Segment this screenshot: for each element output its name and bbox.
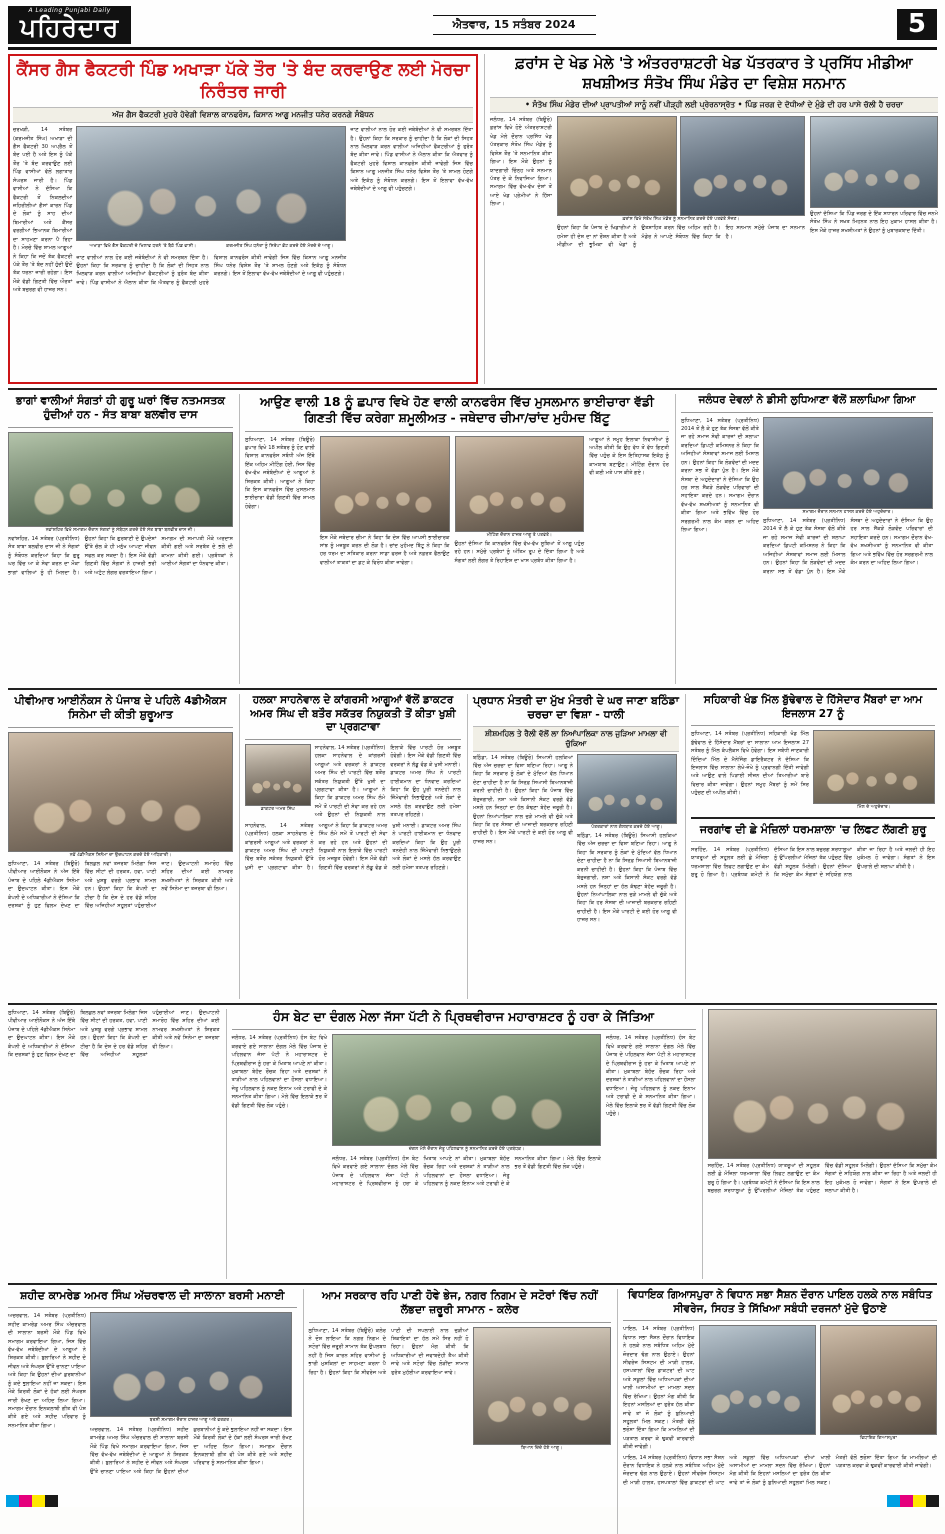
jalandhar-text-col1: ਲੁਧਿਆਣਾ, 14 ਸਤੰਬਰ (ਪ੍ਰਤੀਨਿਧ) 2014 ਤੋਂ ਲੈ ਕੇ ਹੁਣ ਤੱਕ ਸੰਸਥਾ ਵੱਲੋਂ ਕੀਤੇ ਜਾ ਰਹੇ ਸਮਾਜ ਸੇਵੀ ਕਾਰਜਾਂ ਦੀ ਸ਼ਲਾਘਾ ਕਰਦਿਆਂ ਡਿਪਟੀ ਕਮਿਸ਼ਨਰ ਨੇ ਕਿਹਾ ਕਿ ਅਜਿਹੀਆਂ ਸੰਸਥਾਵਾਂ ਸਮਾਜ ਲਈ ਮਿਸਾਲ ਹਨ। ਉਹਨਾਂ ਕਿਹਾ ਕਿ ਲੋੜਵੰਦਾਂ ਦੀ ਮਦਦ ਕਰਨਾ ਸਭ ਤੋਂ ਵੱਡਾ ਪੁੰਨ ਹੈ। ਇਸ ਮੌਕੇ ਸੰਸਥਾ ਦੇ ਅਹੁਦੇਦਾਰਾਂ ਨੇ ਦੱਸਿਆ ਕਿ ਉਹ ਹਰ ਸਾਲ ਸੈਂਕੜੇ ਲੋੜਵੰਦ ਪਰਿਵਾਰਾਂ ਦੀ ਸਹਾਇਤਾ ਕਰਦੇ ਹਨ। ਸਮਾਗਮ ਦੌਰਾਨ ਵੱਖ-ਵੱਖ ਸ਼ਖਸ਼ੀਅਤਾਂ ਨੂੰ ਸਨਮਾਨਿਤ ਵੀ ਕੀਤਾ ਗਿਆ ਅਤੇ ਭਵਿੱਖ ਵਿੱਚ ਹੋਰ ਸਰਗਰਮੀ ਨਾਲ ਕੰਮ ਕਰਨ ਦਾ ਅਹਿਦ ਲਿਆ ਗਿਆ। [681,417,759,534]
mill-caption: ਮਿੱਲ ਦੇ ਅਹੁਦੇਦਾਰ। [857,805,891,811]
right-column-text: ਸਰਹਿੰਦ, 14 ਸਤੰਬਰ (ਪ੍ਰਤੀਨਿਧ) ਯਾਤਰੂਆਂ ਦੀ ਸਹੂਲਤ ਲਈ ਛੇ ਮੰਜ਼ਿਲਾ ਧਰਮਸ਼ਾਲਾ ਵਿੱਚ ਲਿਫਟ ਲਗਾਉਣ ਦਾ ਕੰਮ ਸ਼ੁਰੂ ਹੋ ਗਿਆ ਹੈ। ਪ੍ਰਬੰਧਕ ਕਮੇਟੀ ਨੇ ਦੱਸਿਆ ਕਿ ਇਸ ਨਾਲ ਬਜ਼ੁਰਗ ਸ਼ਰਧਾਲੂਆਂ ਨੂੰ ਉੱਪਰਲੀਆਂ ਮੰਜ਼ਿਲਾਂ ਤੱਕ ਪਹੁੰਚਣ ਵਿੱਚ ਵੱਡੀ ਸਹੂਲਤ ਮਿਲੇਗੀ। ਉਹਨਾਂ ਦੱਸਿਆ ਕਿ ਸਮੁੱਚਾ ਕੰਮ ਸੰਗਤਾਂ ਦੇ ਸਹਿਯੋਗ ਨਾਲ ਕੀਤਾ ਜਾ ਰਿਹਾ ਹੈ ਅਤੇ ਜਲਦੀ ਹੀ ਇਹ ਮੁਕੰਮਲ ਹੋ ਜਾਵੇਗਾ। ਸੰਗਤਾਂ ਨੇ ਇਸ ਉਪਰਾਲੇ ਦੀ ਸ਼ਲਾਘਾ ਕੀਤੀ ਹੈ। [707,1163,937,1195]
conference-text-col4: ਆਗੂਆਂ ਨੇ ਸਮੂਹ ਇਲਾਕਾ ਨਿਵਾਸੀਆਂ ਨੂੰ ਅਪੀਲ ਕੀਤੀ ਕਿ ਉਹ ਵੱਧ ਤੋਂ ਵੱਧ ਗਿਣਤੀ ਵਿੱਚ ਪਹੁੰਚ ਕੇ ਇਸ ਇਤਿਹਾਸਕ ਇਕੱਠ ਨੂੰ ਕਾਮਯਾਬ ਬਣਾਉਣ। ਮੀਟਿੰਗ ਦੌਰਾਨ ਹੋਰ ਵੀ ਕਈ ਮਤੇ ਪਾਸ ਕੀਤੇ ਗਏ। [589,436,670,477]
france-award-story [484,54,938,384]
lead-text-col3: ਜਾਣ ਵਾਲੀਆਂ ਨਾਲ ਹੋਰ ਕਈ ਜਥੇਬੰਦੀਆਂ ਨੇ ਵੀ ਸਮਰਥਨ ਦਿੱਤਾ ਹੈ। ਉਹਨਾਂ ਕਿਹਾ ਕਿ ਸਰਕਾਰ ਨੂੰ ਚਾਹੀਦਾ ਹੈ ਕਿ ਲੋਕਾਂ ਦੀ ਸਿਹਤ ਨਾਲ ਖਿਲਵਾੜ ਕਰਨ ਵਾਲੀਆਂ ਅਜਿਹੀਆਂ ਫੈਕਟਰੀਆਂ ਨੂੰ ਤੁਰੰਤ ਬੰਦ ਕੀਤਾ ਜਾਵੇ। ਪਿੰਡ ਵਾਸੀਆਂ ਨੇ ਐਲਾਨ ਕੀਤਾ ਕਿ ਐਤਵਾਰ ਨੂੰ ਫੈਕਟਰੀ ਮੁਹਰੇ ਵਿਸ਼ਾਲ ਕਾਨਫਰੰਸ ਕੀਤੀ ਜਾਵੇਗੀ ਜਿਸ ਵਿੱਚ ਕਿਸਾਨ ਆਗੂ ਮਨਜੀਤ ਸਿੰਘ ਧਨੇਰ ਵਿਸ਼ੇਸ਼ ਤੌਰ 'ਤੇ ਸ਼ਾਮਲ ਹੋਣਗੇ ਅਤੇ ਇਕੱਠ ਨੂੰ ਸੰਬੋਧਨ ਕਰਨਗੇ। ਇਸ ਤੋਂ ਇਲਾਵਾ ਵੱਖ-ਵੱਖ ਜਥੇਬੰਦੀਆਂ ਦੇ ਆਗੂ ਵੀ ਪਹੁੰਚਣਗੇ। [350,127,473,193]
middle-band [8,394,937,684]
top-band [8,54,937,384]
right-photo-column [702,1009,937,1279]
logo-tagline: A Leading Punjabi Daily [28,6,111,14]
jalandhar-caption: ਸਮਾਗਮ ਦੌਰਾਨ ਸਨਮਾਨ ਹਾਸਲ ਕਰਦੇ ਹੋਏ ਅਹੁਦੇਦਾਰ। [802,509,894,515]
story-mill [691,694,935,813]
halqa-caption: ਡਾਕਟਰ ਅਮਰ ਸਿੰਘ [260,806,295,812]
dangal-caption: ਦੰਗਲ ਮੇਲੇ ਦੌਰਾਨ ਜੇਤੂ ਪਹਿਲਵਾਨ ਨੂੰ ਸਨਮਾਨਿਤ ਕਰਦੇ ਹੋਏ ਪ੍ਰਬੰਧਕ। [408,1147,525,1153]
lead-text-under-photo: ਜਾਣ ਵਾਲੀਆਂ ਨਾਲ ਹੋਰ ਕਈ ਜਥੇਬੰਦੀਆਂ ਨੇ ਵੀ ਸਮਰਥਨ ਦਿੱਤਾ ਹੈ। ਉਹਨਾਂ ਕਿਹਾ ਕਿ ਸਰਕਾਰ ਨੂੰ ਚਾਹੀਦਾ ਹੈ ਕਿ ਲੋਕਾਂ ਦੀ ਸਿਹਤ ਨਾਲ ਖਿਲਵਾੜ ਕਰਨ ਵਾਲੀਆਂ ਅਜਿਹੀਆਂ ਫੈਕਟਰੀਆਂ ਨੂੰ ਤੁਰੰਤ ਬੰਦ ਕੀਤਾ ਜਾਵੇ। ਪਿੰਡ ਵਾਸੀਆਂ ਨੇ ਐਲਾਨ ਕੀਤਾ ਕਿ ਐਤਵਾਰ ਨੂੰ ਫੈਕਟਰੀ ਮੁਹਰੇ ਵਿਸ਼ਾਲ ਕਾਨਫਰੰਸ ਕੀਤੀ ਜਾਵੇਗੀ ਜਿਸ ਵਿੱਚ ਕਿਸਾਨ ਆਗੂ ਮਨਜੀਤ ਸਿੰਘ ਧਨੇਰ ਵਿਸ਼ੇਸ਼ ਤੌਰ 'ਤੇ ਸ਼ਾਮਲ ਹੋਣਗੇ ਅਤੇ ਇਕੱਠ ਨੂੰ ਸੰਬੋਧਨ ਕਰਨਗੇ। ਇਸ ਤੋਂ ਇਲਾਵਾ ਵੱਖ-ਵੱਖ ਜਥੇਬੰਦੀਆਂ ਦੇ ਆਗੂ ਵੀ ਪਹੁੰਚਣਗੇ। [76,254,347,286]
pvr-caption: ਨਵੇਂ 4ਡੀਐਕਸ ਸਿਨੇਮਾ ਦਾ ਉਦਘਾਟਨ ਕਰਦੇ ਹੋਏ ਅਧਿਕਾਰੀ। [69,852,172,858]
vidhaik-photo-2 [820,1325,937,1435]
logo-title: ਪਹਿਰੇਦਾਰ [20,12,120,42]
france-text-under-photo: ਉਹਨਾਂ ਕਿਹਾ ਕਿ ਪੰਜਾਬ ਦੇ ਖਿਡਾਰੀਆਂ ਨੇ ਹਮੇਸ਼ਾ ਹੀ ਦੇਸ਼ ਦਾ ਨਾਂ ਰੌਸ਼ਨ ਕੀਤਾ ਹੈ ਅਤੇ ਮੀਡੀਆ ਦੀ ਭੂਮਿਕਾ ਵੀ ਖੇਡਾਂ ਨੂੰ ਉਤਸ਼ਾਹਿਤ ਕਰਨ ਵਿੱਚ ਅਹਿਮ ਰਹੀ ਹੈ। ਮੰਡੇਰ ਨੇ ਆਪਣੇ ਸੰਬੋਧਨ ਵਿੱਚ ਕਿਹਾ ਕਿ ਇਹ ਸਨਮਾਨ ਸਮੁੱਚੇ ਪੰਜਾਬ ਦਾ ਸਨਮਾਨ ਹੈ। [557,225,805,249]
page-number: 5 [897,9,937,40]
jalandhar-photo [763,417,933,509]
shaheed-text-col2: ਅਚਰਵਾਲ, 14 ਸਤੰਬਰ (ਪ੍ਰਤੀਨਿਧ) ਸ਼ਹੀਦ ਕਾਮਰੇਡ ਅਮਰ ਸਿੰਘ ਅੱਚਰਵਾਲ ਦੀ ਸਾਲਾਨਾ ਬਰਸੀ ਮੌਕੇ ਪਿੰਡ ਵਿਖੇ ਸਮਾਗਮ ਕਰਵਾਇਆ ਗਿਆ, ਜਿਸ ਵਿੱਚ ਵੱਖ-ਵੱਖ ਜਥੇਬੰਦੀਆਂ ਦੇ ਆਗੂਆਂ ਨੇ ਸ਼ਿਰਕਤ ਕੀਤੀ। ਬੁਲਾਰਿਆਂ ਨੇ ਸ਼ਹੀਦ ਦੇ ਜੀਵਨ ਅਤੇ ਸੰਘਰਸ਼ ਉੱਤੇ ਚਾਨਣਾ ਪਾਇਆ ਅਤੇ ਕਿਹਾ ਕਿ ਉਹਨਾਂ ਦੀਆਂ ਕੁਰਬਾਨੀਆਂ ਨੂੰ ਕਦੇ ਭੁਲਾਇਆ ਨਹੀਂ ਜਾ ਸਕਦਾ। ਇਸ ਮੌਕੇ ਕਿਰਤੀ ਲੋਕਾਂ ਦੇ ਹੱਕਾਂ ਲਈ ਸੰਘਰਸ਼ ਜਾਰੀ ਰੱਖਣ ਦਾ ਅਹਿਦ ਲਿਆ ਗਿਆ। ਸਮਾਗਮ ਦੌਰਾਨ ਇਨਕਲਾਬੀ ਗੀਤ ਵੀ ਪੇਸ਼ ਕੀਤੇ ਗਏ ਅਤੇ ਸ਼ਹੀਦ ਪਰਿਵਾਰ ਨੂੰ ਸਨਮਾਨਿਤ ਕੀਤਾ ਗਿਆ। [90,1426,292,1475]
france-text-col3: ਉਹਨਾਂ ਦੱਸਿਆ ਕਿ ਪਿੰਡ ਜਰਗ ਦੇ ਇੱਕ ਸਧਾਰਨ ਪਰਿਵਾਰ ਵਿੱਚ ਜਨਮੇ ਸੰਤੋਖ ਸਿੰਘ ਨੇ ਸਖ਼ਤ ਮਿਹਨਤ ਨਾਲ ਇਹ ਮੁਕਾਮ ਹਾਸਲ ਕੀਤਾ ਹੈ। ਇਸ ਮੌਕੇ ਹਾਜ਼ਰ ਸ਼ਖਸ਼ੀਅਤਾਂ ਨੇ ਉਹਨਾਂ ਨੂੰ ਮੁਬਾਰਕਬਾਦ ਦਿੱਤੀ। [810,211,938,234]
conference-text-col3: ਉਹਨਾਂ ਦੱਸਿਆ ਕਿ ਕਾਨਫਰੰਸ ਵਿੱਚ ਵੱਖ-ਵੱਖ ਸੂਬਿਆਂ ਤੋਂ ਆਗੂ ਪਹੁੰਚ ਰਹੇ ਹਨ। ਸਮੁੱਚੇ ਪ੍ਰਬੰਧਾਂ ਨੂੰ ਅੰਤਿਮ ਰੂਪ ਦੇ ਦਿੱਤਾ ਗਿਆ ਹੈ ਅਤੇ ਸੰਗਤਾਂ ਲਈ ਲੰਗਰ ਤੇ ਰਿਹਾਇਸ਼ ਦਾ ਖਾਸ ਪ੍ਰਬੰਧ ਕੀਤਾ ਗਿਆ ਹੈ। [454,540,585,564]
shaheed-caption: ਬਰਸੀ ਸਮਾਗਮ ਦੌਰਾਨ ਹਾਜ਼ਰ ਆਗੂ ਅਤੇ ਵਰਕਰ। [149,1418,233,1424]
color-swatches-left [6,1495,58,1507]
conference-photo-2 [455,436,585,532]
color-swatches-right [887,1495,939,1507]
conference-text-col1: ਲੁਧਿਆਣਾ, 14 ਸਤੰਬਰ (ਬਿਊਰੋ) ਛਪਾਰ ਵਿਖੇ 18 ਸਤੰਬਰ ਨੂੰ ਹੋਣ ਵਾਲੀ ਵਿਸ਼ਾਲ ਕਾਨਫਰੰਸ ਸਬੰਧੀ ਅੱਜ ਇੱਥੇ ਇੱਕ ਅਹਿਮ ਮੀਟਿੰਗ ਹੋਈ, ਜਿਸ ਵਿੱਚ ਵੱਖ-ਵੱਖ ਜਥੇਬੰਦੀਆਂ ਦੇ ਆਗੂਆਂ ਨੇ ਸ਼ਿਰਕਤ ਕੀਤੀ। ਆਗੂਆਂ ਨੇ ਕਿਹਾ ਕਿ ਇਸ ਕਾਨਫਰੰਸ ਵਿੱਚ ਮੁਸਲਮਾਨ ਭਾਈਚਾਰਾ ਵੱਡੀ ਗਿਣਤੀ ਵਿੱਚ ਸ਼ਾਮਲ ਹੋਵੇਗਾ। [245,436,315,510]
dangal-photo [332,1034,601,1146]
pm-text-col2: ਬਠਿੰਡਾ, 14 ਸਤੰਬਰ (ਬਿਊਰੋ) ਸਿਆਸੀ ਹਲਕਿਆਂ ਵਿੱਚ ਅੱਜ ਚਰਚਾ ਦਾ ਵਿਸ਼ਾ ਬਣਿਆ ਰਿਹਾ। ਆਗੂ ਨੇ ਕਿਹਾ ਕਿ ਸਰਕਾਰ ਨੂੰ ਲੋਕਾਂ ਦੇ ਮੁੱਦਿਆਂ ਵੱਲ ਧਿਆਨ ਦੇਣਾ ਚਾਹੀਦਾ ਹੈ ਨਾ ਕਿ ਸਿਰਫ਼ ਸਿਆਸੀ ਬਿਆਨਬਾਜ਼ੀ ਕਰਨੀ ਚਾਹੀਦੀ ਹੈ। ਉਹਨਾਂ ਕਿਹਾ ਕਿ ਪੰਜਾਬ ਵਿੱਚ ਬੇਰੁਜ਼ਗਾਰੀ, ਨਸ਼ਾ ਅਤੇ ਕਿਸਾਨੀ ਸੰਕਟ ਵਰਗੇ ਵੱਡੇ ਮਸਲੇ ਹਨ ਜਿਨ੍ਹਾਂ ਦਾ ਹੱਲ ਕੱਢਣਾ ਬੇਹੱਦ ਜ਼ਰੂਰੀ ਹੈ। ਉਹਨਾਂ ਨਿਆਂਪਾਲਿਕਾ ਨਾਲ ਜੁੜੇ ਮਾਮਲੇ ਵੀ ਚੁੱਕੇ ਅਤੇ ਕਿਹਾ ਕਿ ਹਰ ਸੰਸਥਾ ਦੀ ਆਜ਼ਾਦੀ ਬਰਕਰਾਰ ਰਹਿਣੀ ਚਾਹੀਦੀ ਹੈ। ਇਸ ਮੌਕੇ ਪਾਰਟੀ ਦੇ ਕਈ ਹੋਰ ਆਗੂ ਵੀ ਹਾਜ਼ਰ ਸਨ। [577,833,677,924]
halqa-photo [245,744,311,806]
story-dharamshala [691,823,935,880]
bhagan-headline: ਭਾਗਾਂ ਵਾਲੀਆਂ ਸੰਗਤਾਂ ਹੀ ਗੁਰੂ ਘਰਾਂ ਵਿੱਚ ਨਤਮਸਤਕ ਹੁੰਦੀਆਂ ਹਨ - ਸੰਤ ਬਾਬਾ ਬਲਵੀਰ ਦਾਸ [16,394,225,422]
lead-headline: ਕੈਂਸਰ ਗੈਸ ਫੈਕਟਰੀ ਪਿੰਡ ਅਖਾੜਾ ਪੱਕੇ ਤੌਰ 'ਤੇ ਬੰਦ ਕਰਵਾਉਣ ਲਈ ਮੋਰਚਾ ਨਿਰੰਤਰ ਜਾਰੀ [16,60,470,103]
dangal-headline: ਹੰਸ ਬੇਟ ਦਾ ਦੰਗਲ ਮੇਲਾ ਜੱਸਾ ਪੱਟੀ ਨੇ ਪ੍ਰਿਥਵੀਰਾਜ ਮਹਾਰਾਸ਼ਟਰ ਨੂੰ ਹਰਾ ਕੇ ਜਿੱਤਿਆ [273,1009,654,1024]
vidhaik-caption: ਵਿਧਾਇਕ ਗਿਆਸਪੁਰਾ [859,1436,897,1442]
color-swatch-yellow [32,1495,45,1507]
color-swatch-black-2 [926,1495,939,1507]
france-photo-caption: ਫ਼ਰਾਂਸ ਵਿਖੇ ਸੰਤੋਖ ਸਿੰਘ ਮੰਡੇਰ ਨੂੰ ਸਨਮਾਨਿਤ ਕਰਦੇ ਹੋਏ ਪਤਵੰਤੇ ਸੱਜਣ। [622,217,740,222]
color-swatch-cyan [6,1495,19,1507]
france-photo-2 [680,116,805,216]
fourth-band [8,1009,937,1279]
shaheed-headline: ਸ਼ਹੀਦ ਕਾਮਰੇਡ ਅਮਰ ਸਿੰਘ ਅੱਚਰਵਾਲ ਦੀ ਸਾਲਾਨਾ ਬਰਸੀ ਮਨਾਈ [20,1289,285,1302]
right-column-stack [685,694,935,999]
story-conference [239,394,669,684]
lead-photo-caption-left: ਅਖਾੜਾ ਵਿਖੇ ਗੈਸ ਫੈਕਟਰੀ ਦੇ ਖਿਲਾਫ ਧਰਨੇ 'ਤੇ ਬੈਠੇ ਪਿੰਡ ਵਾਸੀ। [89,244,197,250]
right-column-photo [708,1009,937,1159]
dharamshala-headline: ਜਰਗਾਂਵ ਦੀ ਛੇ ਮੰਜ਼ਿਲਾਂ ਧਰਮਸ਼ਾਲਾ 'ਚ ਲਿਫਟ ਲੱਗਣੀ ਸ਼ੁਰੂ [699,822,927,836]
mill-photo [813,730,935,804]
dharamshala-text: ਸਰਹਿੰਦ, 14 ਸਤੰਬਰ (ਪ੍ਰਤੀਨਿਧ) ਯਾਤਰੂਆਂ ਦੀ ਸਹੂਲਤ ਲਈ ਛੇ ਮੰਜ਼ਿਲਾ ਧਰਮਸ਼ਾਲਾ ਵਿੱਚ ਲਿਫਟ ਲਗਾਉਣ ਦਾ ਕੰਮ ਸ਼ੁਰੂ ਹੋ ਗਿਆ ਹੈ। ਪ੍ਰਬੰਧਕ ਕਮੇਟੀ ਨੇ ਦੱਸਿਆ ਕਿ ਇਸ ਨਾਲ ਬਜ਼ੁਰਗ ਸ਼ਰਧਾਲੂਆਂ ਨੂੰ ਉੱਪਰਲੀਆਂ ਮੰਜ਼ਿਲਾਂ ਤੱਕ ਪਹੁੰਚਣ ਵਿੱਚ ਵੱਡੀ ਸਹੂਲਤ ਮਿਲੇਗੀ। ਉਹਨਾਂ ਦੱਸਿਆ ਕਿ ਸਮੁੱਚਾ ਕੰਮ ਸੰਗਤਾਂ ਦੇ ਸਹਿਯੋਗ ਨਾਲ ਕੀਤਾ ਜਾ ਰਿਹਾ ਹੈ ਅਤੇ ਜਲਦੀ ਹੀ ਇਹ ਮੁਕੰਮਲ ਹੋ ਜਾਵੇਗਾ। ਸੰਗਤਾਂ ਨੇ ਇਸ ਉਪਰਾਲੇ ਦੀ ਸ਼ਲਾਘਾ ਕੀਤੀ ਹੈ। [691,847,935,879]
halqa-text-top: ਸਾਹਨੇਵਾਲ, 14 ਸਤੰਬਰ (ਪ੍ਰਤੀਨਿਧ) ਹਲਕਾ ਸਾਹਨੇਵਾਲ ਦੇ ਕਾਂਗਰਸੀ ਆਗੂਆਂ ਅਤੇ ਵਰਕਰਾਂ ਨੇ ਡਾਕਟਰ ਅਮਰ ਸਿੰਘ ਦੀ ਪਾਰਟੀ ਵਿੱਚ ਬਤੌਰ ਸਕੱਤਰ ਨਿਯੁਕਤੀ ਉੱਤੇ ਖੁਸ਼ੀ ਦਾ ਪ੍ਰਗਟਾਵਾ ਕੀਤਾ ਹੈ। ਆਗੂਆਂ ਨੇ ਕਿਹਾ ਕਿ ਡਾਕਟਰ ਅਮਰ ਸਿੰਘ ਲੰਮੇ ਸਮੇਂ ਤੋਂ ਪਾਰਟੀ ਦੀ ਸੇਵਾ ਕਰ ਰਹੇ ਹਨ ਅਤੇ ਉਹਨਾਂ ਦੀ ਨਿਯੁਕਤੀ ਨਾਲ ਇਲਾਕੇ ਵਿੱਚ ਪਾਰਟੀ ਹੋਰ ਮਜ਼ਬੂਤ ਹੋਵੇਗੀ। ਇਸ ਮੌਕੇ ਵੱਡੀ ਗਿਣਤੀ ਵਿੱਚ ਵਰਕਰਾਂ ਨੇ ਲੱਡੂ ਵੰਡ ਕੇ ਖੁਸ਼ੀ ਮਨਾਈ। ਡਾਕਟਰ ਅਮਰ ਸਿੰਘ ਨੇ ਪਾਰਟੀ ਹਾਈਕਮਾਨ ਦਾ ਧੰਨਵਾਦ ਕਰਦਿਆਂ ਕਿਹਾ ਕਿ ਉਹ ਪੂਰੀ ਤਨਦੇਹੀ ਨਾਲ ਜ਼ਿੰਮੇਵਾਰੀ ਨਿਭਾਉਣਗੇ ਅਤੇ ਲੋਕਾਂ ਦੇ ਮਸਲੇ ਹੱਲ ਕਰਵਾਉਣ ਲਈ ਹਮੇਸ਼ਾ ਤਤਪਰ ਰਹਿਣਗੇ। [314,744,461,819]
lead-story [8,54,478,384]
nagar-caption: ਬਿਆਨ ਦਿੰਦੇ ਹੋਏ ਆਗੂ। [520,1445,563,1451]
vidhaik-text-col1: ਪਾਇਲ, 14 ਸਤੰਬਰ (ਪ੍ਰਤੀਨਿਧ) ਵਿਧਾਨ ਸਭਾ ਸੈਸ਼ਨ ਦੌਰਾਨ ਵਿਧਾਇਕ ਨੇ ਹਲਕੇ ਨਾਲ ਸਬੰਧਿਤ ਅਹਿਮ ਮੁੱਦੇ ਜ਼ੋਰਦਾਰ ਢੰਗ ਨਾਲ ਉਠਾਏ। ਉਹਨਾਂ ਸੀਵਰੇਜ ਸਿਸਟਮ ਦੀ ਮਾੜੀ ਹਾਲਤ, ਹਸਪਤਾਲਾਂ ਵਿੱਚ ਡਾਕਟਰਾਂ ਦੀ ਘਾਟ ਅਤੇ ਸਕੂਲਾਂ ਵਿੱਚ ਅਧਿਆਪਕਾਂ ਦੀਆਂ ਖਾਲੀ ਅਸਾਮੀਆਂ ਦਾ ਮਾਮਲਾ ਸਦਨ ਵਿੱਚ ਰੱਖਿਆ। ਉਹਨਾਂ ਮੰਗ ਕੀਤੀ ਕਿ ਇਹਨਾਂ ਮਸਲਿਆਂ ਦਾ ਤੁਰੰਤ ਹੱਲ ਕੀਤਾ ਜਾਵੇ ਤਾਂ ਜੋ ਲੋਕਾਂ ਨੂੰ ਬੁਨਿਆਦੀ ਸਹੂਲਤਾਂ ਮਿਲ ਸਕਣ। ਮੰਤਰੀ ਵੱਲੋਂ ਭਰੋਸਾ ਦਿੱਤਾ ਗਿਆ ਕਿ ਮਾਮਲਿਆਂ ਦੀ ਪੜਤਾਲ ਕਰਵਾ ਕੇ ਢੁਕਵੀਂ ਕਾਰਵਾਈ ਕੀਤੀ ਜਾਵੇਗੀ। [623,1326,695,1451]
shaheed-photo [90,1312,292,1417]
france-text-col1: ਜਲੰਧਰ, 14 ਸਤੰਬਰ (ਬਿਊਰੋ) ਫ਼ਰਾਂਸ ਵਿਖੇ ਹੋਏ ਅੰਤਰਰਾਸ਼ਟਰੀ ਖੇਡ ਮੇਲੇ ਦੌਰਾਨ ਪ੍ਰਸਿੱਧ ਖੇਡ ਪੱਤਰਕਾਰ ਸੰਤੋਖ ਸਿੰਘ ਮੰਡੇਰ ਨੂੰ ਵਿਸ਼ੇਸ਼ ਤੌਰ 'ਤੇ ਸਨਮਾਨਿਤ ਕੀਤਾ ਗਿਆ। ਇਸ ਮੌਕੇ ਉਹਨਾਂ ਨੂੰ ਯਾਦਗਾਰੀ ਚਿੰਨ੍ਹ ਅਤੇ ਸਨਮਾਨ ਪੱਤਰ ਦੇ ਕੇ ਨਿਵਾਜਿਆ ਗਿਆ। ਸਮਾਗਮ ਵਿੱਚ ਵੱਖ-ਵੱਖ ਦੇਸ਼ਾਂ ਤੋਂ ਆਏ ਖੇਡ ਪ੍ਰੇਮੀਆਂ ਨੇ ਹਿੱਸਾ ਲਿਆ। [490,117,552,208]
left-filler-column [8,1009,220,1279]
story-dangal [226,1009,696,1279]
story-halqa [239,694,461,999]
dangal-text-col2: ਜਲੰਧਰ, 14 ਸਤੰਬਰ (ਪ੍ਰਤੀਨਿਧ) ਹੰਸ ਬੇਟ ਵਿਖੇ ਕਰਵਾਏ ਗਏ ਸਾਲਾਨਾ ਦੰਗਲ ਮੇਲੇ ਵਿੱਚ ਪੰਜਾਬ ਦੇ ਪਹਿਲਵਾਨ ਜੱਸਾ ਪੱਟੀ ਨੇ ਮਹਾਰਾਸ਼ਟਰ ਦੇ ਪ੍ਰਿਥਵੀਰਾਜ ਨੂੰ ਹਰਾ ਕੇ ਖਿਤਾਬ ਆਪਣੇ ਨਾਂ ਕੀਤਾ। ਮੁਕਾਬਲਾ ਬੇਹੱਦ ਰੌਚਕ ਰਿਹਾ ਅਤੇ ਦਰਸ਼ਕਾਂ ਨੇ ਤਾੜੀਆਂ ਨਾਲ ਪਹਿਲਵਾਨਾਂ ਦਾ ਹੌਸਲਾ ਵਧਾਇਆ। ਜੇਤੂ ਪਹਿਲਵਾਨ ਨੂੰ ਨਕਦ ਇਨਾਮ ਅਤੇ ਟਰਾਫੀ ਦੇ ਕੇ ਸਨਮਾਨਿਤ ਕੀਤਾ ਗਿਆ। ਮੇਲੇ ਵਿੱਚ ਇਲਾਕੇ ਭਰ ਤੋਂ ਵੱਡੀ ਗਿਣਤੀ ਵਿੱਚ ਲੋਕ ਪਹੁੰਚੇ। [332,1155,601,1187]
conference-headline: ਆਉਣ ਵਾਲੀ 18 ਨੂੰ ਛਪਾਰ ਵਿਖੇ ਹੋਣ ਵਾਲੀ ਕਾਨਫਰੰਸ ਵਿੱਚ ਮੁਸਲਮਾਨ ਭਾਈਚਾਰਾ ਵੱਡੀ ਗਿਣਤੀ ਵਿੱਚ ਕਰੇਗਾ ਸ਼ਮੂਲੀਅਤ - ਜਥੇਦਾਰ ਚੀਮਾ/ਚਾਂਦ ਮੁਹੰਮਦ ਬਿੱਟੂ [260,394,654,426]
pm-caption: ਪੱਤਰਕਾਰਾਂ ਨਾਲ ਗੱਲਬਾਤ ਕਰਦੇ ਹੋਏ ਆਗੂ। [591,824,663,830]
france-headline: ਫ਼ਰਾਂਸ ਦੇ ਖੇਡ ਮੇਲੇ 'ਤੇ ਅੰਤਰਰਾਸ਼ਟਰੀ ਖੇਡ ਪੱਤਰਕਾਰ ਤੇ ਪ੍ਰਸਿੱਧ ਮੀਡੀਆ ਸ਼ਖਸ਼ੀਅਤ ਸੰਤੋਖ ਸਿੰਘ ਮੰਡੇਰ ਦਾ ਵਿਸ਼ੇਸ਼ ਸਨਮਾਨ [515,54,913,92]
lead-photo [76,126,346,241]
conference-caption: ਮੀਟਿੰਗ ਦੌਰਾਨ ਹਾਜ਼ਰ ਆਗੂ ਤੇ ਪਤਵੰਤੇ। [486,532,553,538]
bhagan-photo [8,432,233,527]
story-pradhan-mantri [467,694,679,999]
france-kicker: • ਸੰਤੋਖ ਸਿੰਘ ਮੰਡੇਰ ਦੀਆਂ ਪ੍ਰਾਪਤੀਆਂ ਸਾਨੂੰ ਨਵੀਂ ਪੀੜ੍ਹੀ ਲਈ ਪ੍ਰੇਰਨਾਸ੍ਰੋਤ • ਪਿੰਡ ਜਰਗ ਦੇ ਦੋਧੀਆਂ ਦੇ ਮੁੰਡੇ ਦੀ ਹਰ ਪਾਸੇ ਚੱਲੀ ਹੈ ਚਰਚਾ [490,97,938,113]
pm-photo [577,754,677,824]
jalandhar-headline: ਜਲੰਧਰ ਦੇਵਲਾਂ ਨੇ ਡੀਸੀ ਲੁਧਿਆਣਾ ਵੱਲੋਂ ਸ਼ਲਾਘਿਆ ਗਿਆ [698,394,916,406]
france-photo-1 [557,116,677,216]
color-swatch-black [45,1495,58,1507]
color-swatch-cyan-2 [887,1495,900,1507]
color-registration-bar [0,1495,945,1507]
bhagan-text: ਨਵਾਂਸ਼ਹਿਰ, 14 ਸਤੰਬਰ (ਪ੍ਰਤੀਨਿਧ) ਸੰਤ ਬਾਬਾ ਬਲਵੀਰ ਦਾਸ ਜੀ ਨੇ ਸੰਗਤਾਂ ਨੂੰ ਸੰਬੋਧਨ ਕਰਦਿਆਂ ਕਿਹਾ ਕਿ ਗੁਰੂ ਘਰ ਵਿੱਚ ਆ ਕੇ ਸੇਵਾ ਕਰਨ ਦਾ ਮੌਕਾ ਭਾਗਾਂ ਵਾਲਿਆਂ ਨੂੰ ਹੀ ਮਿਲਦਾ ਹੈ। ਉਹਨਾਂ ਕਿਹਾ ਕਿ ਗੁਰਬਾਣੀ ਦੇ ਉਪਦੇਸ਼ਾਂ ਉੱਤੇ ਚੱਲ ਕੇ ਹੀ ਮਨੁੱਖ ਆਪਣਾ ਜੀਵਨ ਸਫਲ ਕਰ ਸਕਦਾ ਹੈ। ਇਸ ਮੌਕੇ ਵੱਡੀ ਗਿਣਤੀ ਵਿੱਚ ਸੰਗਤਾਂ ਨੇ ਹਾਜ਼ਰੀ ਭਰੀ ਅਤੇ ਅਟੁੱਟ ਲੰਗਰ ਵਰਤਾਇਆ ਗਿਆ। ਸਮਾਗਮ ਦੀ ਸਮਾਪਤੀ ਮੌਕੇ ਅਰਦਾਸ ਕੀਤੀ ਗਈ ਅਤੇ ਸਰਬੱਤ ਦੇ ਭਲੇ ਦੀ ਕਾਮਨਾ ਕੀਤੀ ਗਈ। ਪ੍ਰਬੰਧਕਾਂ ਨੇ ਆਈਆਂ ਸੰਗਤਾਂ ਦਾ ਧੰਨਵਾਦ ਕੀਤਾ। [8,536,233,576]
newspaper-logo [8,6,131,44]
shaheed-text-col1: ਅਚਰਵਾਲ, 14 ਸਤੰਬਰ (ਪ੍ਰਤੀਨਿਧ) ਸ਼ਹੀਦ ਕਾਮਰੇਡ ਅਮਰ ਸਿੰਘ ਅੱਚਰਵਾਲ ਦੀ ਸਾਲਾਨਾ ਬਰਸੀ ਮੌਕੇ ਪਿੰਡ ਵਿਖੇ ਸਮਾਗਮ ਕਰਵਾਇਆ ਗਿਆ, ਜਿਸ ਵਿੱਚ ਵੱਖ-ਵੱਖ ਜਥੇਬੰਦੀਆਂ ਦੇ ਆਗੂਆਂ ਨੇ ਸ਼ਿਰਕਤ ਕੀਤੀ। ਬੁਲਾਰਿਆਂ ਨੇ ਸ਼ਹੀਦ ਦੇ ਜੀਵਨ ਅਤੇ ਸੰਘਰਸ਼ ਉੱਤੇ ਚਾਨਣਾ ਪਾਇਆ ਅਤੇ ਕਿਹਾ ਕਿ ਉਹਨਾਂ ਦੀਆਂ ਕੁਰਬਾਨੀਆਂ ਨੂੰ ਕਦੇ ਭੁਲਾਇਆ ਨਹੀਂ ਜਾ ਸਕਦਾ। ਇਸ ਮੌਕੇ ਕਿਰਤੀ ਲੋਕਾਂ ਦੇ ਹੱਕਾਂ ਲਈ ਸੰਘਰਸ਼ ਜਾਰੀ ਰੱਖਣ ਦਾ ਅਹਿਦ ਲਿਆ ਗਿਆ। ਸਮਾਗਮ ਦੌਰਾਨ ਇਨਕਲਾਬੀ ਗੀਤ ਵੀ ਪੇਸ਼ ਕੀਤੇ ਗਏ ਅਤੇ ਸ਼ਹੀਦ ਪਰਿਵਾਰ ਨੂੰ ਸਨਮਾਨਿਤ ਕੀਤਾ ਗਿਆ। [8,1313,86,1429]
pvr-photo [8,732,233,852]
color-swatch-magenta [19,1495,32,1507]
pvr-text: ਲੁਧਿਆਣਾ, 14 ਸਤੰਬਰ (ਬਿਊਰੋ) ਪੀਵੀਆਰ ਆਈਨੌਕਸ ਨੇ ਅੱਜ ਇੱਥੇ ਪੰਜਾਬ ਦੇ ਪਹਿਲੇ 4ਡੀਐਕਸ ਸਿਨੇਮਾ ਦਾ ਉਦਘਾਟਨ ਕੀਤਾ। ਇਸ ਮੌਕੇ ਕੰਪਨੀ ਦੇ ਅਧਿਕਾਰੀਆਂ ਨੇ ਦੱਸਿਆ ਕਿ ਦਰਸ਼ਕਾਂ ਨੂੰ ਹੁਣ ਫਿਲਮ ਦੇਖਣ ਦਾ ਬਿਲਕੁਲ ਨਵਾਂ ਤਜਰਬਾ ਮਿਲੇਗਾ ਜਿਸ ਵਿੱਚ ਸੀਟਾਂ ਦੀ ਹਰਕਤ, ਹਵਾ, ਪਾਣੀ ਅਤੇ ਖੁਸ਼ਬੂ ਵਰਗੇ ਪ੍ਰਭਾਵ ਸ਼ਾਮਲ ਹਨ। ਉਹਨਾਂ ਕਿਹਾ ਕਿ ਕੰਪਨੀ ਦਾ ਟੀਚਾ ਹੈ ਕਿ ਦੇਸ਼ ਦੇ ਹਰ ਵੱਡੇ ਸ਼ਹਿਰ ਵਿੱਚ ਅਜਿਹੀਆਂ ਸਹੂਲਤਾਂ ਪਹੁੰਚਾਈਆਂ ਜਾਣ। ਉਦਘਾਟਨੀ ਸਮਾਰੋਹ ਵਿੱਚ ਸ਼ਹਿਰ ਦੀਆਂ ਕਈ ਨਾਮਵਰ ਸ਼ਖਸ਼ੀਅਤਾਂ ਨੇ ਸ਼ਿਰਕਤ ਕੀਤੀ ਅਤੇ ਨਵੇਂ ਸਿਨੇਮਾ ਦਾ ਤਜਰਬਾ ਵੀ ਲਿਆ। [8,861,233,910]
lead-kicker: ਅੱਜ ਗੈਸ ਫੈਕਟਰੀ ਮੁਹਰੇ ਹੋਵੇਗੀ ਵਿਸ਼ਾਲ ਕਾਨਫਰੰਸ, ਕਿਸਾਨ ਆਗੂ ਮਨਜੀਤ ਧਨੇਰ ਕਰਨਗੇ ਸੰਬੋਧਨ [13,107,473,123]
vidhaik-photo-1 [699,1325,816,1435]
pvr-headline: ਪੀਵੀਆਰ ਆਈਨੌਕਸ ਨੇ ਪੰਜਾਬ ਦੇ ਪਹਿਲੇ 4ਡੀਐਕਸ ਸਿਨੇਮਾ ਦੀ ਕੀਤੀ ਸ਼ੁਰੂਆਤ [14,694,227,722]
dangal-text-col3: ਜਲੰਧਰ, 14 ਸਤੰਬਰ (ਪ੍ਰਤੀਨਿਧ) ਹੰਸ ਬੇਟ ਵਿਖੇ ਕਰਵਾਏ ਗਏ ਸਾਲਾਨਾ ਦੰਗਲ ਮੇਲੇ ਵਿੱਚ ਪੰਜਾਬ ਦੇ ਪਹਿਲਵਾਨ ਜੱਸਾ ਪੱਟੀ ਨੇ ਮਹਾਰਾਸ਼ਟਰ ਦੇ ਪ੍ਰਿਥਵੀਰਾਜ ਨੂੰ ਹਰਾ ਕੇ ਖਿਤਾਬ ਆਪਣੇ ਨਾਂ ਕੀਤਾ। ਮੁਕਾਬਲਾ ਬੇਹੱਦ ਰੌਚਕ ਰਿਹਾ ਅਤੇ ਦਰਸ਼ਕਾਂ ਨੇ ਤਾੜੀਆਂ ਨਾਲ ਪਹਿਲਵਾਨਾਂ ਦਾ ਹੌਸਲਾ ਵਧਾਇਆ। ਜੇਤੂ ਪਹਿਲਵਾਨ ਨੂੰ ਨਕਦ ਇਨਾਮ ਅਤੇ ਟਰਾਫੀ ਦੇ ਕੇ ਸਨਮਾਨਿਤ ਕੀਤਾ ਗਿਆ। ਮੇਲੇ ਵਿੱਚ ਇਲਾਕੇ ਭਰ ਤੋਂ ਵੱਡੀ ਗਿਣਤੀ ਵਿੱਚ ਲੋਕ ਪਹੁੰਚੇ। [605,1035,696,1118]
dangal-text-col1: ਜਲੰਧਰ, 14 ਸਤੰਬਰ (ਪ੍ਰਤੀਨਿਧ) ਹੰਸ ਬੇਟ ਵਿਖੇ ਕਰਵਾਏ ਗਏ ਸਾਲਾਨਾ ਦੰਗਲ ਮੇਲੇ ਵਿੱਚ ਪੰਜਾਬ ਦੇ ਪਹਿਲਵਾਨ ਜੱਸਾ ਪੱਟੀ ਨੇ ਮਹਾਰਾਸ਼ਟਰ ਦੇ ਪ੍ਰਿਥਵੀਰਾਜ ਨੂੰ ਹਰਾ ਕੇ ਖਿਤਾਬ ਆਪਣੇ ਨਾਂ ਕੀਤਾ। ਮੁਕਾਬਲਾ ਬੇਹੱਦ ਰੌਚਕ ਰਿਹਾ ਅਤੇ ਦਰਸ਼ਕਾਂ ਨੇ ਤਾੜੀਆਂ ਨਾਲ ਪਹਿਲਵਾਨਾਂ ਦਾ ਹੌਸਲਾ ਵਧਾਇਆ। ਜੇਤੂ ਪਹਿਲਵਾਨ ਨੂੰ ਨਕਦ ਇਨਾਮ ਅਤੇ ਟਰਾਫੀ ਦੇ ਕੇ ਸਨਮਾਨਿਤ ਕੀਤਾ ਗਿਆ। ਮੇਲੇ ਵਿੱਚ ਇਲਾਕੇ ਭਰ ਤੋਂ ਵੱਡੀ ਗਿਣਤੀ ਵਿੱਚ ਲੋਕ ਪਹੁੰਚੇ। [231,1035,328,1109]
masthead [8,6,937,50]
nagar-headline: ਆਮ ਸਰਕਾਰ ਰਹਿ ਪਾਣੀ ਹੋਵੇ ਭੇਜ, ਨਗਰ ਨਿਗਮ ਦੇ ਸਟੋਰਾਂ ਵਿੱਚ ਨਹੀਂ ਲੱਭਦਾ ਜ਼ਰੂਰੀ ਸਾਮਾਨ - ਕਲੇਰ [321,1289,598,1317]
mill-headline: ਸਹਿਕਾਰੀ ਖੰਡ ਮਿੱਲ ਬੁੱਢੇਵਾਲ ਦੇ ਹਿੱਸੇਦਾਰ ਮੈਂਬਰਾਂ ਦਾ ਆਮ ਇਜਲਾਸ 27 ਨੂੰ [703,694,923,720]
lead-photo-caption-right: ਕਰਮਜੀਤ ਸਿੰਘ ਧਨੇਰਾ ਨੂੰ ਸਿਰੋਪਾ ਭੇਂਟ ਕਰਦੇ ਹੋਏ ਮੋਰਚੇ ਦੇ ਆਗੂ। [226,244,334,250]
vidhaik-headline: ਵਿਧਾਇਕ ਗਿਆਸਪੁਰਾ ਨੇ ਵਿਧਾਨ ਸਭਾ ਸੈਸ਼ਨ ਦੌਰਾਨ ਪਾਇਲ ਹਲਕੇ ਨਾਲ ਸਬੰਧਿਤ ਸੀਵਰੇਜ, ਸਿਹਤ ਤੇ ਸਿੱਖਿਆ ਸਬੰਧੀ ਦਰਜਨਾਂ ਮੁੱਦੇ ਉਠਾਏ [627,1289,933,1315]
story-jalandhar [675,394,933,684]
bhagan-caption: ਨਵਾਂਸ਼ਹਿਰ ਵਿਖੇ ਸਮਾਗਮ ਦੌਰਾਨ ਸੰਗਤਾਂ ਨੂੰ ਸੰਬੋਧਨ ਕਰਦੇ ਹੋਏ ਸੰਤ ਬਾਬਾ ਬਲਵੀਰ ਦਾਸ ਜੀ। [45,527,196,533]
color-swatch-magenta-2 [900,1495,913,1507]
conference-photo-1 [320,436,450,532]
story-pvr [8,694,233,999]
third-band [8,694,937,999]
jalandhar-text-col2: ਲੁਧਿਆਣਾ, 14 ਸਤੰਬਰ (ਪ੍ਰਤੀਨਿਧ) 2014 ਤੋਂ ਲੈ ਕੇ ਹੁਣ ਤੱਕ ਸੰਸਥਾ ਵੱਲੋਂ ਕੀਤੇ ਜਾ ਰਹੇ ਸਮਾਜ ਸੇਵੀ ਕਾਰਜਾਂ ਦੀ ਸ਼ਲਾਘਾ ਕਰਦਿਆਂ ਡਿਪਟੀ ਕਮਿਸ਼ਨਰ ਨੇ ਕਿਹਾ ਕਿ ਅਜਿਹੀਆਂ ਸੰਸਥਾਵਾਂ ਸਮਾਜ ਲਈ ਮਿਸਾਲ ਹਨ। ਉਹਨਾਂ ਕਿਹਾ ਕਿ ਲੋੜਵੰਦਾਂ ਦੀ ਮਦਦ ਕਰਨਾ ਸਭ ਤੋਂ ਵੱਡਾ ਪੁੰਨ ਹੈ। ਇਸ ਮੌਕੇ ਸੰਸਥਾ ਦੇ ਅਹੁਦੇਦਾਰਾਂ ਨੇ ਦੱਸਿਆ ਕਿ ਉਹ ਹਰ ਸਾਲ ਸੈਂਕੜੇ ਲੋੜਵੰਦ ਪਰਿਵਾਰਾਂ ਦੀ ਸਹਾਇਤਾ ਕਰਦੇ ਹਨ। ਸਮਾਗਮ ਦੌਰਾਨ ਵੱਖ-ਵੱਖ ਸ਼ਖਸ਼ੀਅਤਾਂ ਨੂੰ ਸਨਮਾਨਿਤ ਵੀ ਕੀਤਾ ਗਿਆ ਅਤੇ ਭਵਿੱਖ ਵਿੱਚ ਹੋਰ ਸਰਗਰਮੀ ਨਾਲ ਕੰਮ ਕਰਨ ਦਾ ਅਹਿਦ ਲਿਆ ਗਿਆ। [763,518,933,575]
nagar-photo [473,1327,611,1445]
halqa-text: ਸਾਹਨੇਵਾਲ, 14 ਸਤੰਬਰ (ਪ੍ਰਤੀਨਿਧ) ਹਲਕਾ ਸਾਹਨੇਵਾਲ ਦੇ ਕਾਂਗਰਸੀ ਆਗੂਆਂ ਅਤੇ ਵਰਕਰਾਂ ਨੇ ਡਾਕਟਰ ਅਮਰ ਸਿੰਘ ਦੀ ਪਾਰਟੀ ਵਿੱਚ ਬਤੌਰ ਸਕੱਤਰ ਨਿਯੁਕਤੀ ਉੱਤੇ ਖੁਸ਼ੀ ਦਾ ਪ੍ਰਗਟਾਵਾ ਕੀਤਾ ਹੈ। ਆਗੂਆਂ ਨੇ ਕਿਹਾ ਕਿ ਡਾਕਟਰ ਅਮਰ ਸਿੰਘ ਲੰਮੇ ਸਮੇਂ ਤੋਂ ਪਾਰਟੀ ਦੀ ਸੇਵਾ ਕਰ ਰਹੇ ਹਨ ਅਤੇ ਉਹਨਾਂ ਦੀ ਨਿਯੁਕਤੀ ਨਾਲ ਇਲਾਕੇ ਵਿੱਚ ਪਾਰਟੀ ਹੋਰ ਮਜ਼ਬੂਤ ਹੋਵੇਗੀ। ਇਸ ਮੌਕੇ ਵੱਡੀ ਗਿਣਤੀ ਵਿੱਚ ਵਰਕਰਾਂ ਨੇ ਲੱਡੂ ਵੰਡ ਕੇ ਖੁਸ਼ੀ ਮਨਾਈ। ਡਾਕਟਰ ਅਮਰ ਸਿੰਘ ਨੇ ਪਾਰਟੀ ਹਾਈਕਮਾਨ ਦਾ ਧੰਨਵਾਦ ਕਰਦਿਆਂ ਕਿਹਾ ਕਿ ਉਹ ਪੂਰੀ ਤਨਦੇਹੀ ਨਾਲ ਜ਼ਿੰਮੇਵਾਰੀ ਨਿਭਾਉਣਗੇ ਅਤੇ ਲੋਕਾਂ ਦੇ ਮਸਲੇ ਹੱਲ ਕਰਵਾਉਣ ਲਈ ਹਮੇਸ਼ਾ ਤਤਪਰ ਰਹਿਣਗੇ। [245,822,461,871]
pm-text-col1: ਬਠਿੰਡਾ, 14 ਸਤੰਬਰ (ਬਿਊਰੋ) ਸਿਆਸੀ ਹਲਕਿਆਂ ਵਿੱਚ ਅੱਜ ਚਰਚਾ ਦਾ ਵਿਸ਼ਾ ਬਣਿਆ ਰਿਹਾ। ਆਗੂ ਨੇ ਕਿਹਾ ਕਿ ਸਰਕਾਰ ਨੂੰ ਲੋਕਾਂ ਦੇ ਮੁੱਦਿਆਂ ਵੱਲ ਧਿਆਨ ਦੇਣਾ ਚਾਹੀਦਾ ਹੈ ਨਾ ਕਿ ਸਿਰਫ਼ ਸਿਆਸੀ ਬਿਆਨਬਾਜ਼ੀ ਕਰਨੀ ਚਾਹੀਦੀ ਹੈ। ਉਹਨਾਂ ਕਿਹਾ ਕਿ ਪੰਜਾਬ ਵਿੱਚ ਬੇਰੁਜ਼ਗਾਰੀ, ਨਸ਼ਾ ਅਤੇ ਕਿਸਾਨੀ ਸੰਕਟ ਵਰਗੇ ਵੱਡੇ ਮਸਲੇ ਹਨ ਜਿਨ੍ਹਾਂ ਦਾ ਹੱਲ ਕੱਢਣਾ ਬੇਹੱਦ ਜ਼ਰੂਰੀ ਹੈ। ਉਹਨਾਂ ਨਿਆਂਪਾਲਿਕਾ ਨਾਲ ਜੁੜੇ ਮਾਮਲੇ ਵੀ ਚੁੱਕੇ ਅਤੇ ਕਿਹਾ ਕਿ ਹਰ ਸੰਸਥਾ ਦੀ ਆਜ਼ਾਦੀ ਬਰਕਰਾਰ ਰਹਿਣੀ ਚਾਹੀਦੀ ਹੈ। ਇਸ ਮੌਕੇ ਪਾਰਟੀ ਦੇ ਕਈ ਹੋਰ ਆਗੂ ਵੀ ਹਾਜ਼ਰ ਸਨ। [473,754,573,845]
halqa-headline: ਹਲਕਾ ਸਾਹਨੇਵਾਲ ਦੇ ਕਾਂਗਰਸੀ ਆਗੂਆਂ ਵੱਲੋਂ ਡਾਕਟਰ ਅਮਰ ਸਿੰਘ ਦੀ ਬਤੌਰ ਸਕੱਤਰ ਨਿਯੁਕਤੀ ਤੋਂ ਕੀਤਾ ਖੁਸ਼ੀ ਦਾ ਪ੍ਰਗਟਾਵਾ [250,694,456,734]
mill-text: ਲੁਧਿਆਣਾ, 14 ਸਤੰਬਰ (ਪ੍ਰਤੀਨਿਧ) ਸਹਿਕਾਰੀ ਖੰਡ ਮਿੱਲ ਬੁੱਢੇਵਾਲ ਦੇ ਹਿੱਸੇਦਾਰ ਮੈਂਬਰਾਂ ਦਾ ਸਾਲਾਨਾ ਆਮ ਇਜਲਾਸ 27 ਸਤੰਬਰ ਨੂੰ ਮਿੱਲ ਕੰਪਲੈਕਸ ਵਿਖੇ ਹੋਵੇਗਾ। ਇਸ ਸਬੰਧੀ ਜਾਣਕਾਰੀ ਦਿੰਦਿਆਂ ਮਿੱਲ ਦੇ ਮੈਨੇਜਿੰਗ ਡਾਇਰੈਕਟਰ ਨੇ ਦੱਸਿਆ ਕਿ ਇਜਲਾਸ ਵਿੱਚ ਸਾਲਾਨਾ ਲੇਖੇ-ਜੋਖੇ ਨੂੰ ਪ੍ਰਵਾਨਗੀ ਦਿੱਤੀ ਜਾਵੇਗੀ ਅਤੇ ਆਉਣ ਵਾਲੇ ਪਿੜਾਈ ਸੀਜ਼ਨ ਦੀਆਂ ਤਿਆਰੀਆਂ ਬਾਰੇ ਵਿਚਾਰ ਕੀਤਾ ਜਾਵੇਗਾ। ਉਹਨਾਂ ਸਮੂਹ ਮੈਂਬਰਾਂ ਨੂੰ ਸਮੇਂ ਸਿਰ ਪਹੁੰਚਣ ਦੀ ਅਪੀਲ ਕੀਤੀ। [691,731,809,797]
nagar-text: ਲੁਧਿਆਣਾ, 14 ਸਤੰਬਰ (ਬਿਊਰੋ) ਕਲੇਰ ਨੇ ਦੋਸ਼ ਲਾਇਆ ਕਿ ਨਗਰ ਨਿਗਮ ਦੇ ਸਟੋਰਾਂ ਵਿੱਚ ਜ਼ਰੂਰੀ ਸਾਮਾਨ ਤੱਕ ਉਪਲਬਧ ਨਹੀਂ ਹੈ ਜਿਸ ਕਾਰਨ ਸ਼ਹਿਰ ਵਾਸੀਆਂ ਨੂੰ ਭਾਰੀ ਮੁਸ਼ਕਿਲਾਂ ਦਾ ਸਾਹਮਣਾ ਕਰਨਾ ਪੈ ਰਿਹਾ ਹੈ। ਉਹਨਾਂ ਕਿਹਾ ਕਿ ਸੀਵਰੇਜ ਅਤੇ ਪਾਣੀ ਦੀ ਸਪਲਾਈ ਨਾਲ ਜੁੜੀਆਂ ਸ਼ਿਕਾਇਤਾਂ ਦਾ ਹੱਲ ਸਮੇਂ ਸਿਰ ਨਹੀਂ ਹੋ ਰਿਹਾ। ਉਹਨਾਂ ਮੰਗ ਕੀਤੀ ਕਿ ਅਧਿਕਾਰੀਆਂ ਦੀ ਜਵਾਬਦੇਹੀ ਤੈਅ ਕੀਤੀ ਜਾਵੇ ਅਤੇ ਸਟੋਰਾਂ ਵਿੱਚ ਲੋੜੀਂਦਾ ਸਾਮਾਨ ਤੁਰੰਤ ਮੁਹੱਈਆ ਕਰਵਾਇਆ ਜਾਵੇ। [308,1327,469,1376]
pm-kicker: ਸ਼ੀਸ਼ਮਹਿਲ ਤੇ ਰੈਲੀ ਵੱਲੋਂ ਲਾ ਨਿਆਂਪਾਲਿਕਾ ਨਾਲ ਜੁੜਿਆ ਮਾਮਲਾ ਵੀ ਚੁੱਕਿਆ [473,726,679,752]
conference-text-col2: ਇਸ ਮੌਕੇ ਜਥੇਦਾਰ ਚੀਮਾ ਨੇ ਕਿਹਾ ਕਿ ਦੇਸ਼ ਵਿੱਚ ਆਪਸੀ ਭਾਈਚਾਰਕ ਸਾਂਝ ਨੂੰ ਮਜ਼ਬੂਤ ਕਰਨ ਦੀ ਲੋੜ ਹੈ। ਚਾਂਦ ਮੁਹੰਮਦ ਬਿੱਟੂ ਨੇ ਕਿਹਾ ਕਿ ਹਰ ਧਰਮ ਦਾ ਸਤਿਕਾਰ ਕਰਨਾ ਸਾਡਾ ਫਰਜ਼ ਹੈ ਅਤੇ ਨਫ਼ਰਤ ਫੈਲਾਉਣ ਵਾਲੀਆਂ ਤਾਕਤਾਂ ਦਾ ਡਟ ਕੇ ਵਿਰੋਧ ਕੀਤਾ ਜਾਵੇਗਾ। [319,534,450,566]
story-bhagan-wali [8,394,233,684]
lead-text-col1: ਚਰਖੜੀ, 14 ਸਤੰਬਰ (ਕਰਮਜੀਤ ਸਿੰਘ) ਅਖਾੜਾ ਦੀ ਗੈਸ ਫੈਕਟਰੀ 30 ਅਪ੍ਰੈਲ ਤੋਂ ਬੰਦ ਪਈ ਹੈ ਅਤੇ ਇਸ ਨੂੰ ਪੱਕੇ ਤੌਰ 'ਤੇ ਬੰਦ ਕਰਵਾਉਣ ਲਈ ਪਿੰਡ ਵਾਸੀਆਂ ਵੱਲੋਂ ਲਗਾਤਾਰ ਸੰਘਰਸ਼ ਜਾਰੀ ਹੈ। ਪਿੰਡ ਵਾਸੀਆਂ ਨੇ ਦੱਸਿਆ ਕਿ ਫੈਕਟਰੀ ਤੋਂ ਨਿਕਲਦੀਆਂ ਜ਼ਹਿਰੀਲੀਆਂ ਗੈਸਾਂ ਕਾਰਨ ਪਿੰਡ ਦੇ ਲੋਕਾਂ ਨੂੰ ਸਾਹ ਦੀਆਂ ਬਿਮਾਰੀਆਂ ਅਤੇ ਕੈਂਸਰ ਵਰਗੀਆਂ ਭਿਆਨਕ ਬਿਮਾਰੀਆਂ ਦਾ ਸਾਹਮਣਾ ਕਰਨਾ ਪੈ ਰਿਹਾ ਹੈ। ਮੋਰਚੇ ਵਿੱਚ ਸ਼ਾਮਲ ਆਗੂਆਂ ਨੇ ਕਿਹਾ ਕਿ ਜਦੋਂ ਤੱਕ ਫੈਕਟਰੀ ਪੱਕੇ ਤੌਰ 'ਤੇ ਬੰਦ ਨਹੀਂ ਹੁੰਦੀ ਉਦੋਂ ਤੱਕ ਧਰਨਾ ਜਾਰੀ ਰਹੇਗਾ। ਇਸ ਮੌਕੇ ਵੱਡੀ ਗਿਣਤੀ ਵਿੱਚ ਔਰਤਾਂ ਅਤੇ ਬਜ਼ੁਰਗ ਵੀ ਹਾਜ਼ਰ ਸਨ। [13,127,73,294]
pm-headline: ਪ੍ਰਧਾਨ ਮੰਤਰੀ ਦਾ ਮੁੱਖ ਮੰਤਰੀ ਦੇ ਘਰ ਜਾਣਾ ਬਠਿੰਡਾ ਚਰਚਾ ਦਾ ਵਿਸ਼ਾ - ਧਾਲੀ [473,694,679,722]
left-filler-text: ਲੁਧਿਆਣਾ, 14 ਸਤੰਬਰ (ਬਿਊਰੋ) ਪੀਵੀਆਰ ਆਈਨੌਕਸ ਨੇ ਅੱਜ ਇੱਥੇ ਪੰਜਾਬ ਦੇ ਪਹਿਲੇ 4ਡੀਐਕਸ ਸਿਨੇਮਾ ਦਾ ਉਦਘਾਟਨ ਕੀਤਾ। ਇਸ ਮੌਕੇ ਕੰਪਨੀ ਦੇ ਅਧਿਕਾਰੀਆਂ ਨੇ ਦੱਸਿਆ ਕਿ ਦਰਸ਼ਕਾਂ ਨੂੰ ਹੁਣ ਫਿਲਮ ਦੇਖਣ ਦਾ ਬਿਲਕੁਲ ਨਵਾਂ ਤਜਰਬਾ ਮਿਲੇਗਾ ਜਿਸ ਵਿੱਚ ਸੀਟਾਂ ਦੀ ਹਰਕਤ, ਹਵਾ, ਪਾਣੀ ਅਤੇ ਖੁਸ਼ਬੂ ਵਰਗੇ ਪ੍ਰਭਾਵ ਸ਼ਾਮਲ ਹਨ। ਉਹਨਾਂ ਕਿਹਾ ਕਿ ਕੰਪਨੀ ਦਾ ਟੀਚਾ ਹੈ ਕਿ ਦੇਸ਼ ਦੇ ਹਰ ਵੱਡੇ ਸ਼ਹਿਰ ਵਿੱਚ ਅਜਿਹੀਆਂ ਸਹੂਲਤਾਂ ਪਹੁੰਚਾਈਆਂ ਜਾਣ। ਉਦਘਾਟਨੀ ਸਮਾਰੋਹ ਵਿੱਚ ਸ਼ਹਿਰ ਦੀਆਂ ਕਈ ਨਾਮਵਰ ਸ਼ਖਸ਼ੀਅਤਾਂ ਨੇ ਸ਼ਿਰਕਤ ਕੀਤੀ ਅਤੇ ਨਵੇਂ ਸਿਨੇਮਾ ਦਾ ਤਜਰਬਾ ਵੀ ਲਿਆ। [8,1010,220,1059]
france-photo-3 [810,116,938,208]
vidhaik-text: ਪਾਇਲ, 14 ਸਤੰਬਰ (ਪ੍ਰਤੀਨਿਧ) ਵਿਧਾਨ ਸਭਾ ਸੈਸ਼ਨ ਦੌਰਾਨ ਵਿਧਾਇਕ ਨੇ ਹਲਕੇ ਨਾਲ ਸਬੰਧਿਤ ਅਹਿਮ ਮੁੱਦੇ ਜ਼ੋਰਦਾਰ ਢੰਗ ਨਾਲ ਉਠਾਏ। ਉਹਨਾਂ ਸੀਵਰੇਜ ਸਿਸਟਮ ਦੀ ਮਾੜੀ ਹਾਲਤ, ਹਸਪਤਾਲਾਂ ਵਿੱਚ ਡਾਕਟਰਾਂ ਦੀ ਘਾਟ ਅਤੇ ਸਕੂਲਾਂ ਵਿੱਚ ਅਧਿਆਪਕਾਂ ਦੀਆਂ ਖਾਲੀ ਅਸਾਮੀਆਂ ਦਾ ਮਾਮਲਾ ਸਦਨ ਵਿੱਚ ਰੱਖਿਆ। ਉਹਨਾਂ ਮੰਗ ਕੀਤੀ ਕਿ ਇਹਨਾਂ ਮਸਲਿਆਂ ਦਾ ਤੁਰੰਤ ਹੱਲ ਕੀਤਾ ਜਾਵੇ ਤਾਂ ਜੋ ਲੋਕਾਂ ਨੂੰ ਬੁਨਿਆਦੀ ਸਹੂਲਤਾਂ ਮਿਲ ਸਕਣ। ਮੰਤਰੀ ਵੱਲੋਂ ਭਰੋਸਾ ਦਿੱਤਾ ਗਿਆ ਕਿ ਮਾਮਲਿਆਂ ਦੀ ਪੜਤਾਲ ਕਰਵਾ ਕੇ ਢੁਕਵੀਂ ਕਾਰਵਾਈ ਕੀਤੀ ਜਾਵੇਗੀ। [623,1454,937,1486]
color-swatch-yellow-2 [913,1495,926,1507]
issue-date: ਐਤਵਾਰ, 15 ਸਤੰਬਰ 2024 [433,15,596,35]
